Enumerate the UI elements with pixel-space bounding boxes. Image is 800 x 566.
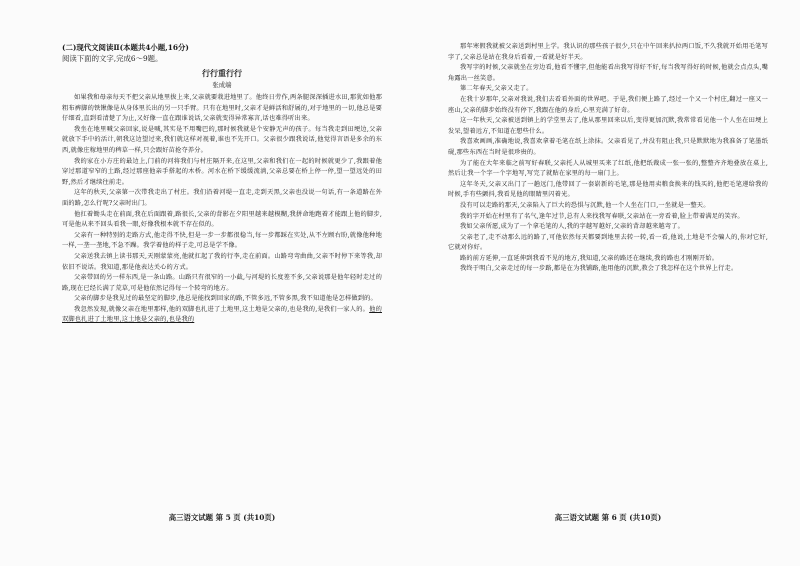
paragraph: 为了能在大年来临之前写好春联,父亲托人从城里买来了红纸,他把纸裁成一张一张的,整整齐齐地叠放在桌上,然后让我一个字一个字地写,写完了就贴在家里的每一扇门上。	[448, 159, 768, 178]
page-6-footer: 高三语文试题 第 6 页 (共10页)	[554, 513, 662, 522]
paragraph: 那年寒假我就被父亲送到村里上学。我认识的那些孩子很少,只在中午回来扒拉两口饭,不久我就开始用毛笔写字了,父亲总是站在我身后看着,一看就是好半天。	[448, 43, 768, 61]
paragraph: 父亲的脚步是我见过的最坚定的脚步,他总是能找到回家的路,不管多远,不管多黑,我不知道他是怎样做到的。	[74, 295, 377, 303]
essay-title: 行行重行行	[202, 68, 242, 78]
paragraph	[62, 305, 382, 326]
paragraph: 如果我和母亲每天不把父亲从地里拔上来,父亲就要栽进地里了。他终日劳作,两条腿深深插进水田,那犹如他那粗布裤脚的铁锹像是从身体里长出的另一只手臂。只有在地里时,父亲才是鲜活和舒展的,对于地里的一切,他总是要仔细看,直到看清楚了为止,又好像一直在跟谁说话,父亲就变得异常寡言,话也难得听出来。	[62, 94, 382, 123]
paragraph: 我写字的时候,父亲就坐在旁边看,他看不懂字,但他能看出我写得好不好,每当我写得好的时候,他就会点点头,嘴角露出一丝笑意。	[448, 64, 768, 82]
section-instruction: 阅读下面的文字,完成6～9题。	[62, 54, 163, 63]
paragraph: 没有可以走路的那天,父亲陷入了巨大的恐惧与沉默,他一个人坐在门口,一坐就是一整天。	[460, 201, 710, 209]
paragraph: 在我十岁那年,父亲对我说,我们去看看外面的世界吧。于是,我们便上路了,经过一个又一个村庄,翻过一座又一座山,父亲的脚步始终没有停下,我跟在他的身后,心里充满了好奇。	[448, 95, 768, 114]
underlined-sentence: 他的双脚也扎进了土地里,这土地是父亲的,也是我的	[62, 305, 382, 324]
page-6	[448, 42, 768, 512]
page-5	[62, 42, 382, 512]
paragraph: 父亲带回的另一样东西,是一条山路。山路只有很窄的一小截,与河堤的长度差不多,父亲说那是他年轻时走过的路,现在已经长满了荒草,可是他依然记得每一个转弯的地方。	[62, 274, 382, 292]
paragraph: 我终于明白,父亲走过的每一步路,都是在为我铺路,他用他的沉默,教会了我怎样在这个世界上行走。	[460, 265, 738, 273]
paragraph: 他扛着锄头走在前面,我在后面跟着,路很长,父亲的背影在夕阳里越来越模糊,我拼命地跑着才能跟上他的脚步,可是他从来不回头看我一眼,好像我根本就不存在似的。	[62, 210, 382, 229]
paragraph: 父亲送我去镇上读书那天,天刚蒙蒙亮,他就扛起了我的行李,走在前面。山路弯弯曲曲,父亲不时停下来等我,却依旧不说话。我知道,那是他表达关心的方式。	[62, 252, 382, 271]
paragraph-text: 我忽然发现,就像父亲在地里那样,他的双脚也扎进了土地里,这土地是父亲的,也是我的,是我们一家人的。	[74, 305, 370, 313]
paragraph: 我的家在小方庄的最边上,门前的河将我们与村庄隔开来,在这里,父亲和我们在一起的时候就更少了,我跟着他穿过那道窄窄的土路,经过那座他亲手搭起的木桥。河水在桥下缓缓流淌,父亲总要在桥上停一停,望一望远处的田野,然后才继续往前走。	[62, 157, 382, 186]
paragraph: 这年冬天,父亲又出门了一趟远门,他带回了一套崭新的毛笔,那是他用卖粮食换来的钱买的,他把毛笔递给我的时候,手有些颤抖,我看见他的眼睛里闪着光。	[448, 180, 768, 199]
paragraph: 第二年春天,父亲又走了。	[460, 85, 533, 93]
paragraph: 我如父亲所愿,成为了一个拿毛笔的人,我的字越写越好,父亲的背却越来越弯了。	[460, 223, 685, 231]
paragraph: 我坐在地里喊父亲回家,说是喊,其实是不用嘴巴的,那时候我就是个安静无声的孩子。每当我走到田埂边,父亲就放下手中的活计,朝我这边望过来,我们就这样对视着,谁也不先开口。父亲很少跟我说话,他觉得言语是多余的东西,就像庄稼地里的稗草一样,只会跟好苗抢夺养分。	[62, 125, 382, 154]
essay-author: 张成端	[212, 81, 232, 89]
paragraph: 我喜欢画画,准确地说,我喜欢拿着毛笔在纸上涂抹。父亲看见了,并没有阻止我,只是默默地为我准备了笔墨纸砚,那些东西在当时是很珍贵的。	[448, 138, 768, 156]
paragraph: 父亲老了,走不动那么远的路了,可他依然每天都要到地里去转一转,看一看,他说,土地是不会骗人的,你对它好,它就对你好。	[448, 233, 768, 252]
paragraph: 父亲有一种特别的走路方式,他走得不快,但是一步一步都很稳当,每一步都踩在实处,从不左顾右盼,就像他种地一样,一垄一垄地,不急不躁。我学着他的样子走,可总是学不像。	[62, 231, 382, 250]
page-5-footer: 高三语文试题 第 5 页 (共10页)	[168, 513, 276, 522]
paragraph: 这年的秋天,父亲第一次带我走出了村庄。我们沿着河堤一直走,走到天黑,父亲也没说一句话,有一条道路在外面的路,怎么行呢?父亲时出门。	[62, 189, 382, 207]
paragraph: 这一年秋天,父亲被送到镇上的学堂里去了,他从那里回来以后,变得更加沉默,我常常看见他一个人坐在田埂上发呆,望着远方,不知道在想些什么。	[448, 117, 768, 135]
paragraph: 路的前方延伸,一直延伸到我看不见的地方,我知道,父亲的路还在继续,我的路也才刚刚开始。	[460, 254, 719, 262]
section-heading: (二)现代文阅读Ⅱ(本题共4小题,16分)	[62, 43, 189, 52]
paragraph: 我的字开始在村里有了名气,逢年过节,总有人来找我写春联,父亲站在一旁看着,脸上带着满足的笑容。	[460, 212, 744, 220]
